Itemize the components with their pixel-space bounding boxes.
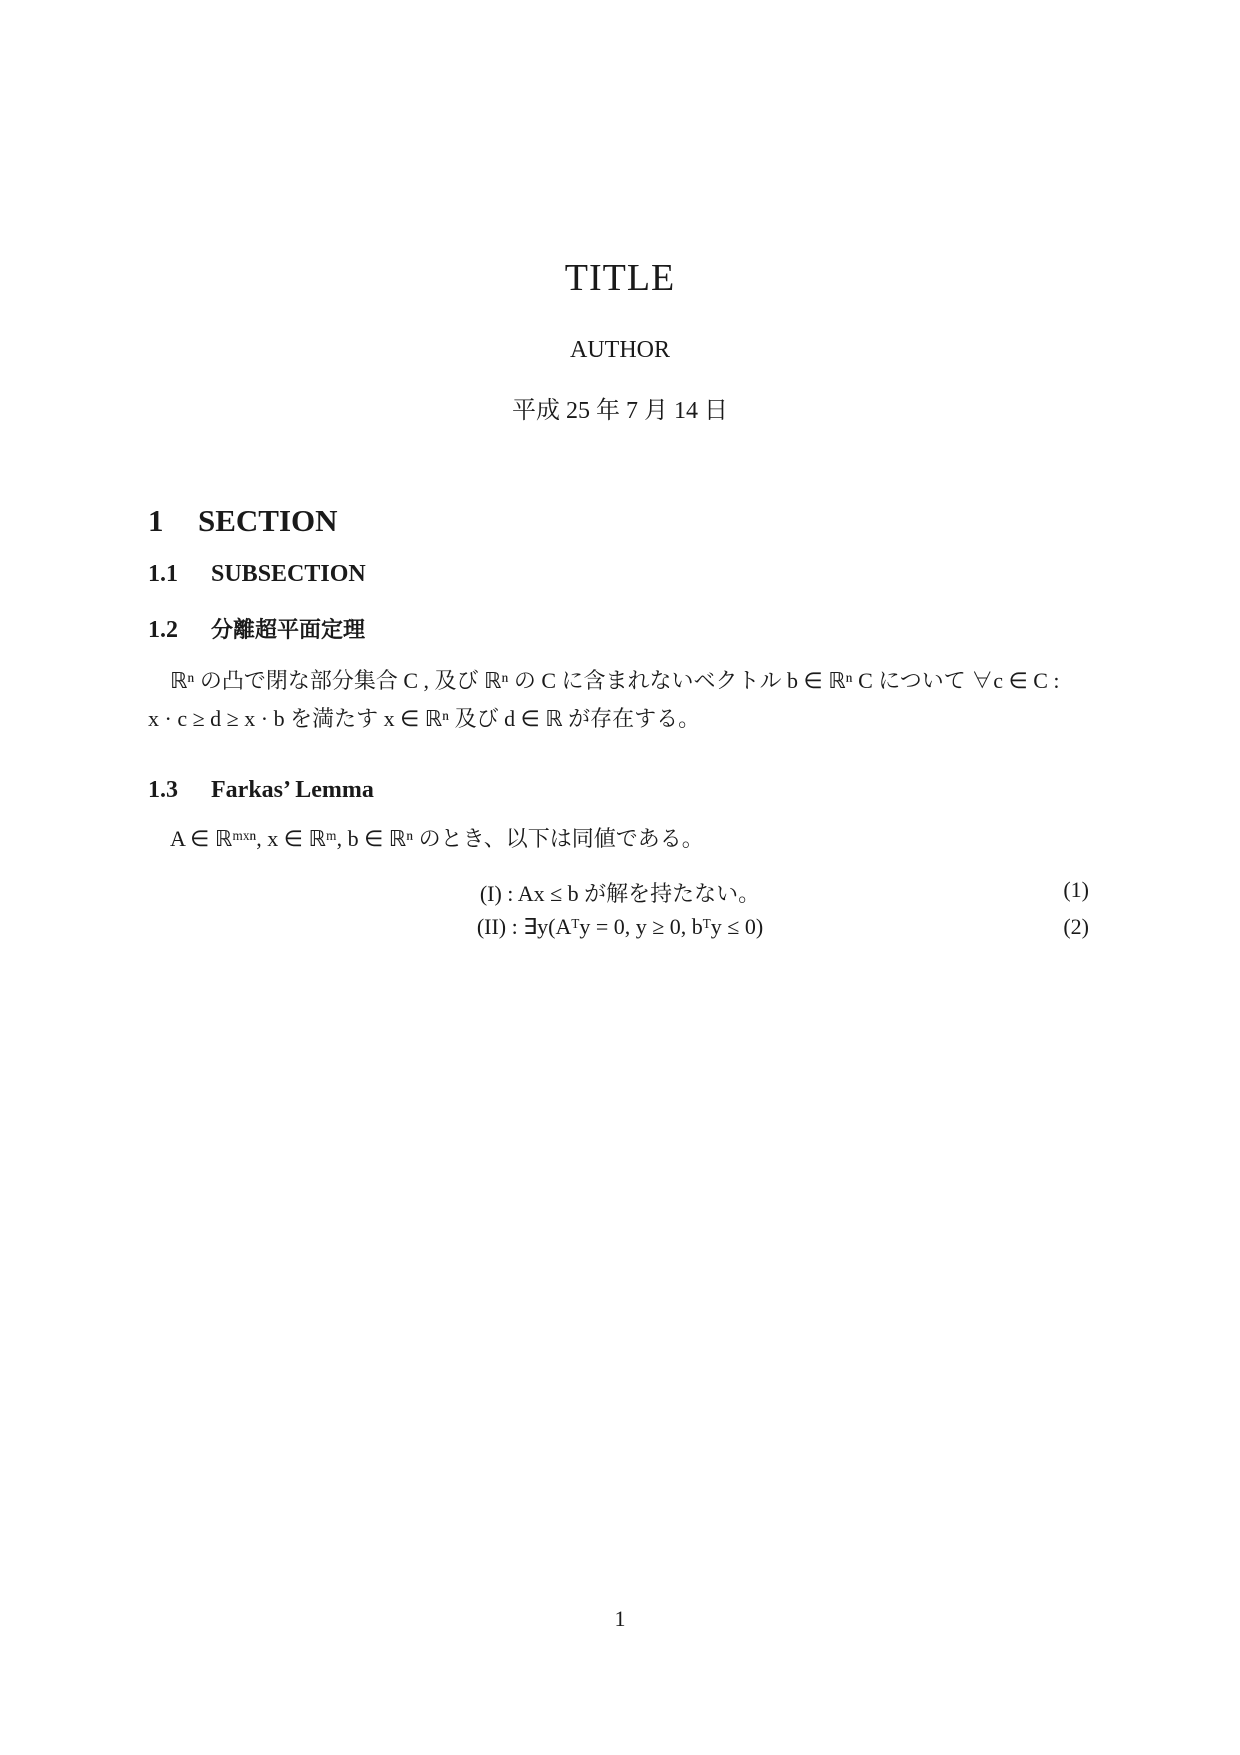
subsection-title: SUBSECTION (211, 561, 366, 587)
subsection-heading-1-1 (148, 561, 366, 588)
subsection-number: 1.2 (148, 617, 178, 643)
equation-number: (2) (1063, 914, 1089, 939)
equation-body: (I) : Ax ≤ b が解を持たない。 (479, 881, 761, 906)
section-number: 1 (148, 503, 164, 538)
lemma-intro: A ∈ ℝᵐˣⁿ, x ∈ ℝᵐ, b ∈ ℝⁿ のとき、以下は同値である。 (170, 826, 704, 851)
subsection-title: 分離超平面定理 (211, 618, 366, 643)
theorem-text-line-1: ℝⁿ の凸で閉な部分集合 C , 及び ℝⁿ の C に含まれないベクトル b ∈ ℝⁿ C について ∀c ∈ C : (170, 668, 1060, 693)
section-heading (148, 503, 338, 539)
subsection-number: 1.3 (148, 777, 178, 803)
equation-number: (1) (1063, 877, 1089, 902)
subsection-heading-1-3 (148, 777, 374, 804)
subsection-number: 1.1 (148, 561, 178, 587)
subsection-title: Farkas’ Lemma (211, 777, 374, 803)
theorem-text-line-2: x · c ≥ d ≥ x · b を満たす x ∈ ℝⁿ 及び d ∈ ℝ が存在する。 (148, 706, 701, 731)
document-author: AUTHOR (570, 337, 670, 363)
equation-body: (II) : ∃y(Aᵀy = 0, y ≥ 0, bᵀy ≤ 0) (476, 914, 764, 939)
page-number: 1 (614, 1606, 626, 1631)
subsection-heading-1-2 (148, 613, 365, 644)
section-title: SECTION (198, 503, 338, 538)
document-date: 平成 25 年 7 月 14 日 (512, 398, 728, 424)
document-title: TITLE (564, 257, 676, 299)
